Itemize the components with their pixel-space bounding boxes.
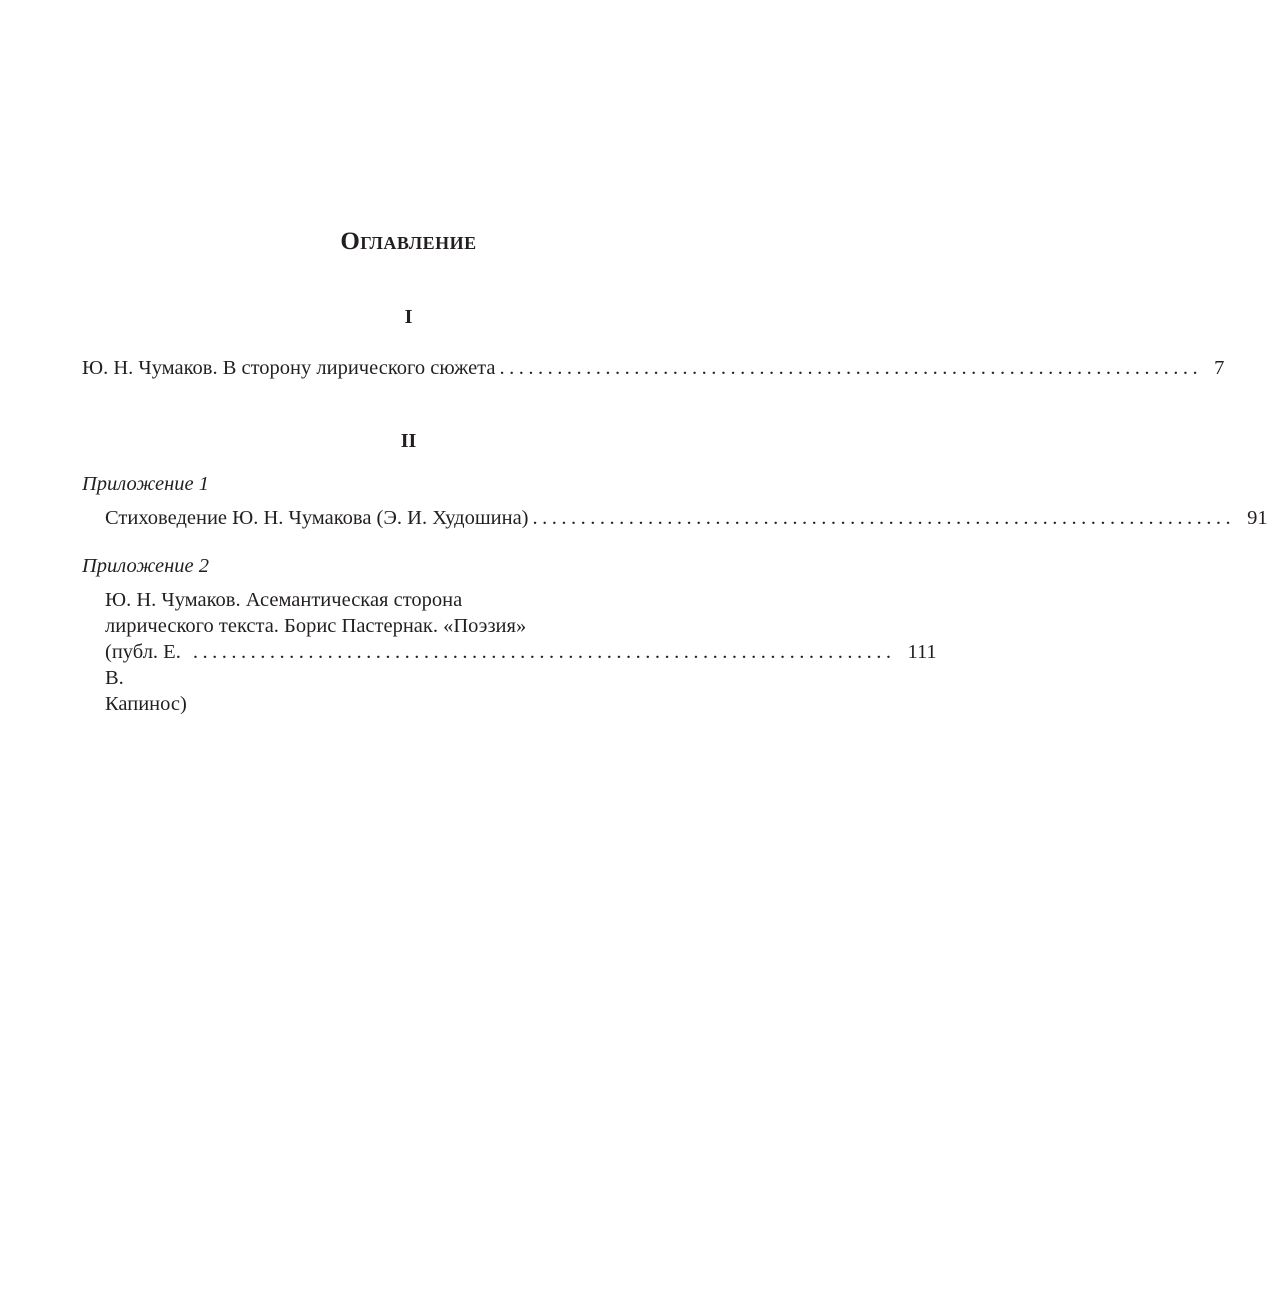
toc-entry-text: Стиховедение Ю. Н. Чумакова (Э. И. Худошина) (105, 507, 529, 529)
toc-entry-line-2: лирического текста. Борис Пастернак. «Поэзия» (105, 615, 527, 637)
toc-entry-appendix-1[interactable] (105, 505, 1268, 531)
dot-leader: ......................................................................... (532, 507, 1236, 529)
toc-entry-line-3: (публ. Е. В. Капинос) (105, 641, 187, 715)
toc-page-number: 7 (1214, 357, 1225, 379)
dot-leader: ......................................................................... (499, 357, 1203, 379)
appendix-label-2: Приложение 2 (82, 555, 210, 577)
dot-leader: ......................................................................... (192, 641, 896, 663)
toc-entry-line-1: Ю. Н. Чумаков. Асемантическая сторона (105, 589, 463, 611)
section-heading-1: I (404, 306, 413, 328)
toc-entry-appendix-2[interactable] (105, 587, 937, 717)
toc-entry-chumakov[interactable] (82, 355, 1225, 381)
toc-page-number: 111 (907, 641, 937, 663)
toc-entry-text: Ю. Н. Чумаков. В сторону лирического сюжета (82, 357, 496, 379)
toc-page-number: 91 (1247, 507, 1268, 529)
section-heading-2: II (400, 430, 417, 452)
appendix-label-1: Приложение 1 (82, 473, 210, 495)
page-title: Оглавление (340, 228, 477, 255)
